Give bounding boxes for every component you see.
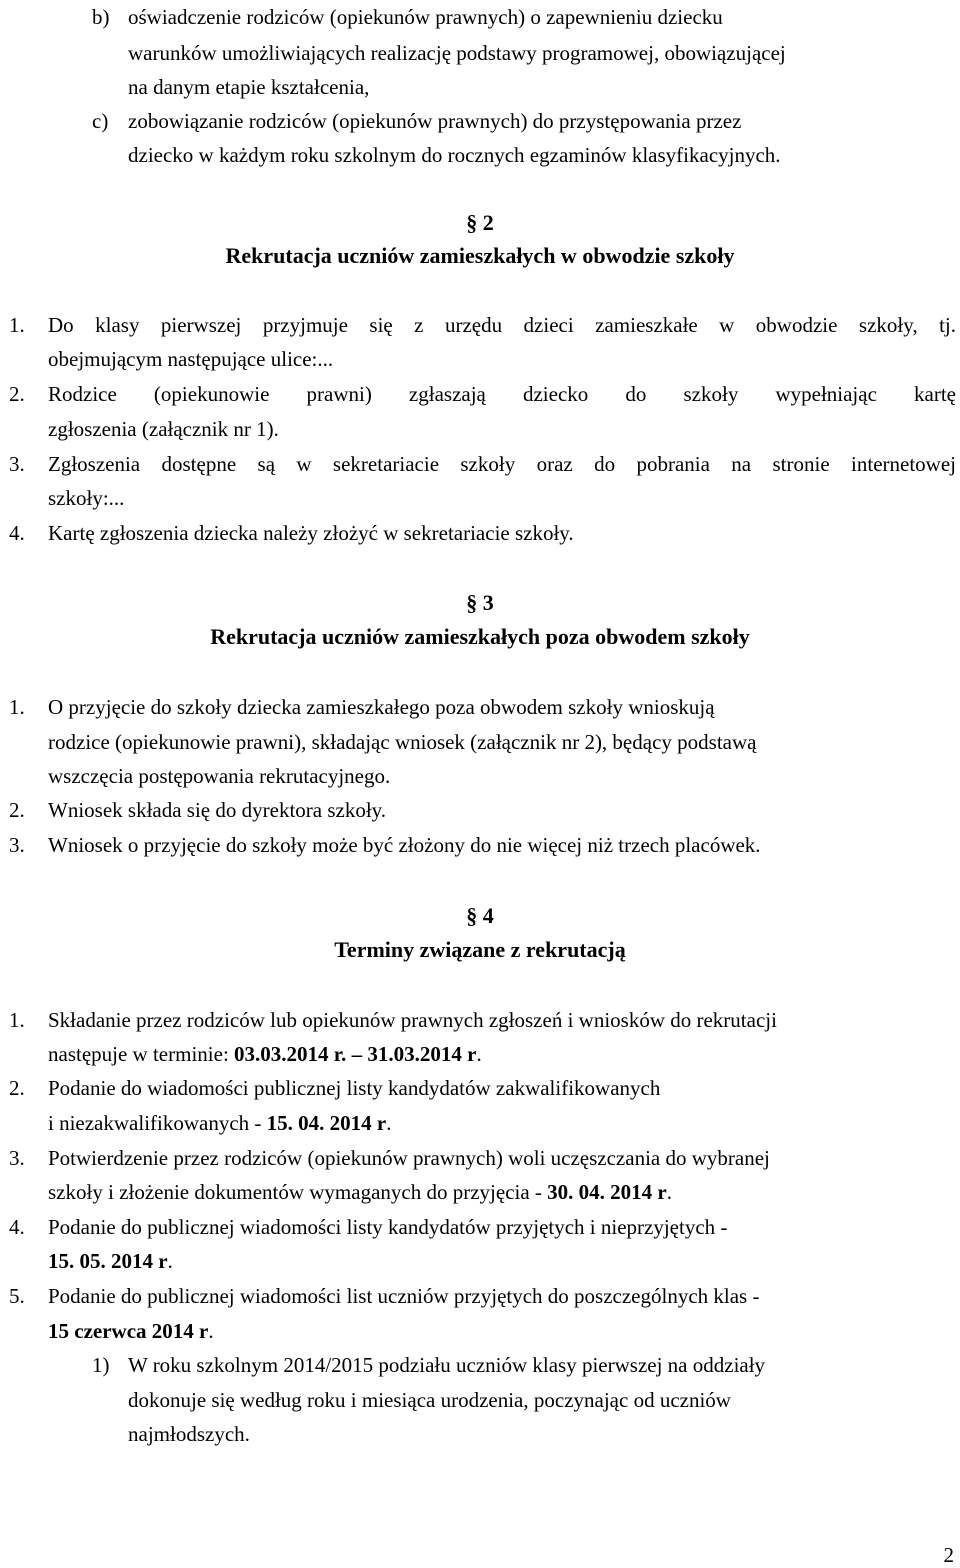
item-number: 1. [9,695,25,719]
text-line: obejmującym następujące ulice:... [48,347,334,371]
text-line: szkoły:... [48,486,125,510]
text-line: wszczęcia postępowania rekrutacyjnego. [48,764,391,788]
text-segment: i niezakwalifikowanych - [48,1111,267,1135]
text-line: Podanie do publicznej wiadomości list uczniów przyjętych do poszczególnych klas - [48,1284,760,1308]
item-number: 2. [9,798,25,822]
text-segment: . [208,1319,214,1343]
text-line: warunków umożliwiających realizację podstawy programowej, obowiązującej [128,41,786,65]
text-line [48,1248,173,1274]
date-value: 15 czerwca 2014 r [48,1319,209,1343]
section-2-title: Rekrutacja uczniów zamieszkałych w obwodzie szkoły [225,243,735,268]
text-line: rodzice (opiekunowie prawni), składając wniosek (załącznik nr 2), będący podstawą [48,730,757,754]
section-3-sign: § 3 [466,590,494,615]
item-number: 3. [9,452,25,476]
item-number: 5. [9,1284,25,1308]
text-line: Składanie przez rodziców lub opiekunów prawnych zgłoszeń i wniosków do rekrutacji [48,1008,777,1032]
text-line: zgłoszenia (załącznik nr 1). [48,417,279,441]
text-line [48,1179,672,1205]
text-line: Wniosek o przyjęcie do szkoły może być złożony do nie więcej niż trzech placówek. [48,833,761,857]
section-4-sign: § 4 [466,903,494,928]
section-2-sign: § 2 [466,210,494,235]
text-line: Podanie do publicznej wiadomości listy kandydatów przyjętych i nieprzyjętych - [48,1215,728,1239]
item-number: 1. [9,1008,25,1032]
text-line: Potwierdzenie przez rodziców (opiekunów prawnych) woli uczęszczania do wybranej [48,1146,770,1170]
date-value: 03.03.2014 r. – 31.03.2014 r [234,1042,477,1066]
text-segment: szkoły i złożenie dokumentów wymaganych do przyjęcia - [48,1180,548,1204]
text-line: oświadczenie rodziców (opiekunów prawnych) o zapewnieniu dziecku [128,5,723,29]
text-line: W roku szkolnym 2014/2015 podziału uczniów klasy pierwszej na oddziały [128,1353,766,1377]
text-line: Podanie do wiadomości publicznej listy kandydatów zakwalifikowanych [48,1076,661,1100]
text-line: Rodzice (opiekunowie prawni) zgłaszają dziecko do szkoły wypełniając kartę [48,382,956,406]
text-line: Kartę zgłoszenia dziecka należy złożyć w sekretariacie szkoły. [48,521,574,545]
item-number: 4. [9,1215,25,1239]
list-marker-b: b) [92,5,110,29]
text-line: dziecko w każdym roku szkolnym do rocznych egzaminów klasyfikacyjnych. [128,143,781,167]
text-line: Do klasy pierwszej przyjmuje się z urzędu dzieci zamieszkałe w obwodzie szkoły, tj. [48,313,956,337]
text-segment: . [476,1042,482,1066]
sub-list-marker: 1) [92,1353,110,1377]
date-value: 15. 04. 2014 r [266,1111,387,1135]
item-number: 3. [9,1146,25,1170]
text-line: zobowiązanie rodziców (opiekunów prawnych) do przystępowania przez [128,109,742,133]
item-number: 2. [9,382,25,406]
page-number: 2 [943,1543,954,1567]
list-marker-c: c) [92,109,109,133]
text-line: najmłodszych. [128,1422,250,1446]
text-line: Wniosek składa się do dyrektora szkoły. [48,798,387,822]
text-line: O przyjęcie do szkoły dziecka zamieszkałego poza obwodem szkoły wnioskują [48,695,715,719]
section-4-title: Terminy związane z rekrutacją [334,937,626,962]
text-line [48,1318,214,1344]
item-number: 1. [9,313,25,337]
text-segment: następuje w terminie: [48,1042,235,1066]
text-segment: . [666,1180,672,1204]
text-segment: . [386,1111,392,1135]
section-3-title: Rekrutacja uczniów zamieszkałych poza obwodem szkoły [210,624,750,649]
item-number: 4. [9,521,25,545]
text-line: Zgłoszenia dostępne są w sekretariacie szkoły oraz do pobrania na stronie internetowej [48,452,956,476]
text-line [48,1110,392,1136]
text-line: na danym etapie kształcenia, [128,75,370,99]
date-value: 15. 05. 2014 r [48,1249,168,1273]
text-segment: . [167,1249,173,1273]
item-number: 2. [9,1076,25,1100]
date-value: 30. 04. 2014 r [547,1180,667,1204]
text-line: dokonuje się według roku i miesiąca urodzenia, poczynając od uczniów [128,1388,731,1412]
item-number: 3. [9,833,25,857]
text-line [48,1041,482,1067]
